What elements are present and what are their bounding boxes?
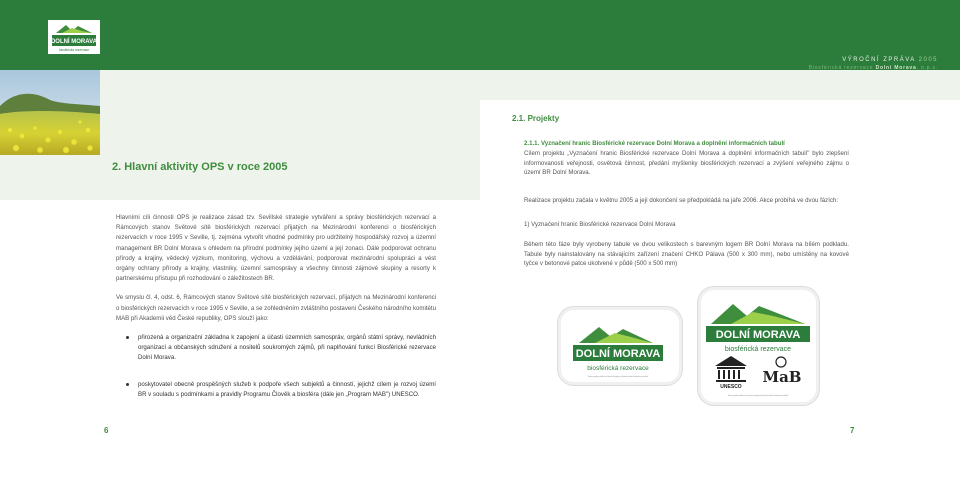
report-title-line <box>809 57 938 63</box>
signboard-large-print: Tento projekt probíhá za finanční podpory Státního fondu životního prostředí <box>727 395 789 397</box>
right-paragraph-1-text: Cílem projektu „Vyznačení hranic Biosférické rezervace Dolní Morava a doplnění informačních tabulí" bylo zlepšení informovanosti veřejnosti, osvětová činnost, předání myšlenky biosférických rezervací a zvýšení veřejného zájmu o území BR Dolní Morava. <box>524 149 849 177</box>
functions-list <box>116 333 436 400</box>
left-paragraph-1: Hlavními cíli činnosti OPS je realizace zásad tzv. Sevillské strategie vytváření a správy biosférických rezervací a Rámcových stanov Světové sítě biosférických rezervací přijatých na Mezinárodní konferenci o biosférických rezervacích v roce 1995 v Seville, tj. zejména vytvořit vhodné podmínky pro udržitelný hospodářský rozvoj a územní management BR Dolní Morava s ohledem na přírodní podmínky jejího území a její zonaci. Dále podporovat ochranu přírody a krajiny, vědecký výzkum, monitoring, výchovu a vzdělávání, podporovat mezinárodní spolupráci a vést orgány ochrany přírody a krajiny, vlastníky, územní samosprávy a všechny činnosti zájmové skupiny a resorty k partnerskému přístupu při rozhodování o záležitostech BR. <box>116 214 436 283</box>
right-paragraph-3: Během této fáze byly vyrobeny tabule ve dvou velikostech s barevným logem BR Dolní Morava na bílém podkladu. Tabule byly nainstalovány na stávajícím zařízení značení CHKO Pálava (500 x 300 mm), nebo umístěny na kovové tyčce v betonové patce ukotvené v půdě (500 x 500 mm) <box>524 240 849 268</box>
logo-small-line2: biosférická rezervace <box>58 48 90 52</box>
unesco-emblem <box>715 356 747 390</box>
chapter-title: 2. Hlavní aktivity OPS v roce 2005 <box>112 161 288 173</box>
logo-small-line1: DOLNÍ MORAVA <box>50 39 98 45</box>
list-item: poskytovatel obecně prospěšných služeb k podpoře všech subjektů a činností, jejichž cílem je rozvoj území BR v souladu s podmínkami a pravidly Programu Člověk a biosféra (dále jen „Program MAB") UNESCO. <box>138 380 436 400</box>
signboard-large-line2: biosférická rezervace <box>724 346 792 353</box>
org-name-bold: Dolní Morava <box>875 65 917 71</box>
signboard-large-line1: DOLNÍ MORAVA <box>715 329 801 341</box>
section-title: 2.1. Projekty <box>512 114 560 123</box>
signboard-small-line2: biosférická rezervace <box>587 365 649 372</box>
signboard-large-logo <box>701 290 816 402</box>
right-body-text <box>524 139 849 283</box>
page-number-left: 6 <box>104 426 109 435</box>
signboard-small-line1: DOLNÍ MORAVA <box>575 348 661 360</box>
left-paragraph-2: Ve smyslu čl. 4, odst. 6, Rámcových stanov Světové sítě biosférických rezervací, přijatých na Mezinárodní konferenci o biosférických rezervacích v roce 1995 v Seville, a se zohledněním zvláštního postavení Českého národního komitétu MAB při Akademii věd České republiky, OPS slouží jako: <box>116 294 436 322</box>
mab-label: MaB <box>762 368 802 386</box>
report-title: VÝROČNÍ ZPRÁVA <box>842 57 916 63</box>
unesco-label: UNESCO <box>720 384 742 390</box>
org-name-plain: Biosférická rezervace <box>808 65 874 71</box>
list-item: přirozená a organizační základna k zapojení a účasti územních samospráv, orgánů státní správy, nevládních organizací a občanských sdružení a nositelů soukromých zájmů, při naplňování funkcí Biosférické rezervace Dolní Morava. <box>138 333 436 364</box>
signboard-large <box>698 287 819 405</box>
page-number-right: 7 <box>850 426 855 435</box>
organization-line <box>809 65 938 71</box>
signboard-small-logo <box>561 310 679 382</box>
right-paragraph-2: Realizace projektu začala v květnu 2005 a její dokončení se předpokládá na jaře 2006. Akce probíhá ve dvou fázích: <box>524 197 839 205</box>
signboard-small-print: Tento projekt probíhá za finanční podpory Státního fondu životního prostředí <box>587 376 649 378</box>
mab-emblem <box>762 357 801 386</box>
running-header <box>809 57 938 71</box>
right-paragraph-1 <box>524 139 849 178</box>
left-body-text <box>116 213 436 416</box>
org-suffix: , o.p.s. <box>916 65 938 71</box>
phase-item: 1) Vyznačení hranic Biosférické rezervace Dolní Morava <box>524 220 676 228</box>
signboard-small <box>558 307 682 385</box>
subsection-title: 2.1.1. Vyznačení hranic Biosférické rezervace Dolní Morava a doplnění informačních tabulí <box>524 140 785 147</box>
report-year: 2005 <box>918 57 938 63</box>
